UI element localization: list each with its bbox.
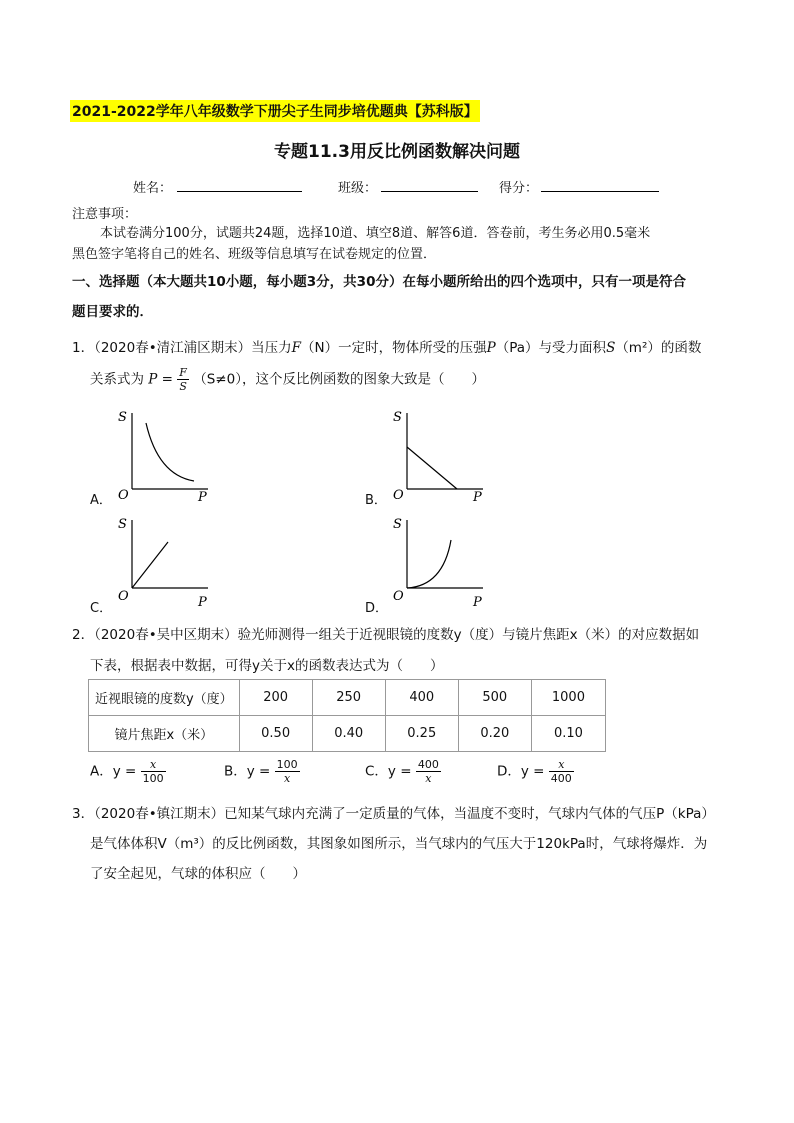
- q1-b-origin: O: [393, 488, 404, 503]
- score-label: 得分：: [499, 181, 539, 196]
- q1-option-d-label: D．: [365, 601, 389, 616]
- table-cell: 0.40: [312, 716, 385, 752]
- q2-line1: 2．（2020春•吴中区期末）验光师测得一组关于近视眼镜的度数y（度）与镜片焦距x（米）的对应数据如: [72, 627, 700, 643]
- q2-option-b[interactable]: B．y = $\frac{100}{x}$: [224, 758, 298, 785]
- table-row-header: 近视眼镜的度数y（度）: [89, 680, 240, 716]
- q3-line3: 了安全起见，气球的体积应（ ）: [90, 866, 306, 882]
- q1-b-axis-p: P: [473, 490, 482, 505]
- q1-option-a-label: A．: [90, 493, 112, 508]
- class-field[interactable]: [381, 177, 478, 192]
- table-cell: 0.50: [239, 716, 312, 752]
- q1-fraction: $\frac{F}{S}$: [179, 366, 187, 393]
- q2-line2: 下表，根据表中数据，可得y关于x的函数表达式为（ ）: [90, 658, 444, 674]
- table-row: [89, 680, 606, 716]
- table-cell: 200: [239, 680, 312, 716]
- q1-line1: 1．（2020春•清江浦区期末）当压力F（N）一定时，物体所受的压强P（Pa）与受力面积S（m²）的函数: [72, 340, 702, 356]
- notice-line1: 本试卷满分100分，试题共24题，选择10道、填空8道、解答6道．答卷前，考生务必用0.5毫米: [100, 226, 651, 241]
- q1-d-axis-s: S: [393, 517, 402, 532]
- table-cell: 500: [458, 680, 531, 716]
- table-cell: 0.20: [458, 716, 531, 752]
- notice-heading: 注意事项：: [72, 207, 138, 222]
- table-cell: 0.25: [385, 716, 458, 752]
- page-title: 专题11.3用反比例函数解决问题: [274, 142, 520, 162]
- table-cell: 1000: [531, 680, 605, 716]
- q1-a-axis-p: P: [198, 490, 207, 505]
- table-cell: 250: [312, 680, 385, 716]
- q3-line1: 3．（2020春•镇江期末）已知某气球内充满了一定质量的气体，当温度不变时，气球内气体的气压P（kPa）: [72, 806, 715, 822]
- q1-a-origin: O: [118, 488, 129, 503]
- q1-a-axis-s: S: [118, 410, 127, 425]
- q1-d-axis-p: P: [473, 595, 482, 610]
- name-label: 姓名：: [133, 181, 173, 196]
- table-row-header: 镜片焦距x（米）: [89, 716, 240, 752]
- section-heading-line2: 题目要求的．: [72, 304, 153, 320]
- q3-line2: 是气体体积V（m³）的反比例函数，其图象如图所示，当气球内的气压大于120kPa时，气球将爆炸．为: [90, 836, 708, 852]
- q1-option-c-label: C．: [90, 601, 113, 616]
- table-cell: 400: [385, 680, 458, 716]
- q2-option-d[interactable]: D．y = $\frac{x}{400}$: [497, 758, 572, 785]
- score-field[interactable]: [541, 177, 659, 192]
- q1-option-a-graph[interactable]: [110, 405, 220, 505]
- table-row: [89, 716, 606, 752]
- q1-option-b-label: B．: [365, 493, 387, 508]
- table-cell: 0.10: [531, 716, 605, 752]
- q1-line2: 关系式为 P = $\frac{F}{S}$ （S≠0），这个反比例函数的图象大致是（ ）: [90, 366, 485, 393]
- class-label: 班级：: [338, 181, 378, 196]
- q1-b-axis-s: S: [393, 410, 402, 425]
- series-title: 2021-2022学年八年级数学下册尖子生同步培优题典【苏科版】: [70, 100, 480, 122]
- q1-option-c-graph[interactable]: [110, 512, 220, 612]
- q1-c-axis-s: S: [118, 517, 127, 532]
- q1-c-origin: O: [118, 589, 129, 604]
- q1-c-axis-p: P: [198, 595, 207, 610]
- q1-d-origin: O: [393, 589, 404, 604]
- q2-option-c[interactable]: C．y = $\frac{400}{x}$: [365, 758, 439, 785]
- q2-data-table: [88, 679, 606, 752]
- q2-option-a[interactable]: A．y = $\frac{x}{100}$: [90, 758, 164, 785]
- q1-option-b-graph[interactable]: [385, 405, 495, 505]
- section-heading-line1: 一、选择题（本大题共10小题，每小题3分，共30分）在每小题所给出的四个选项中，只有一项是符合: [72, 274, 686, 290]
- notice-line2: 黑色签字笔将自己的姓名、班级等信息填写在试卷规定的位置．: [72, 247, 437, 262]
- q1-option-d-graph[interactable]: [385, 512, 495, 612]
- name-field[interactable]: [177, 177, 302, 192]
